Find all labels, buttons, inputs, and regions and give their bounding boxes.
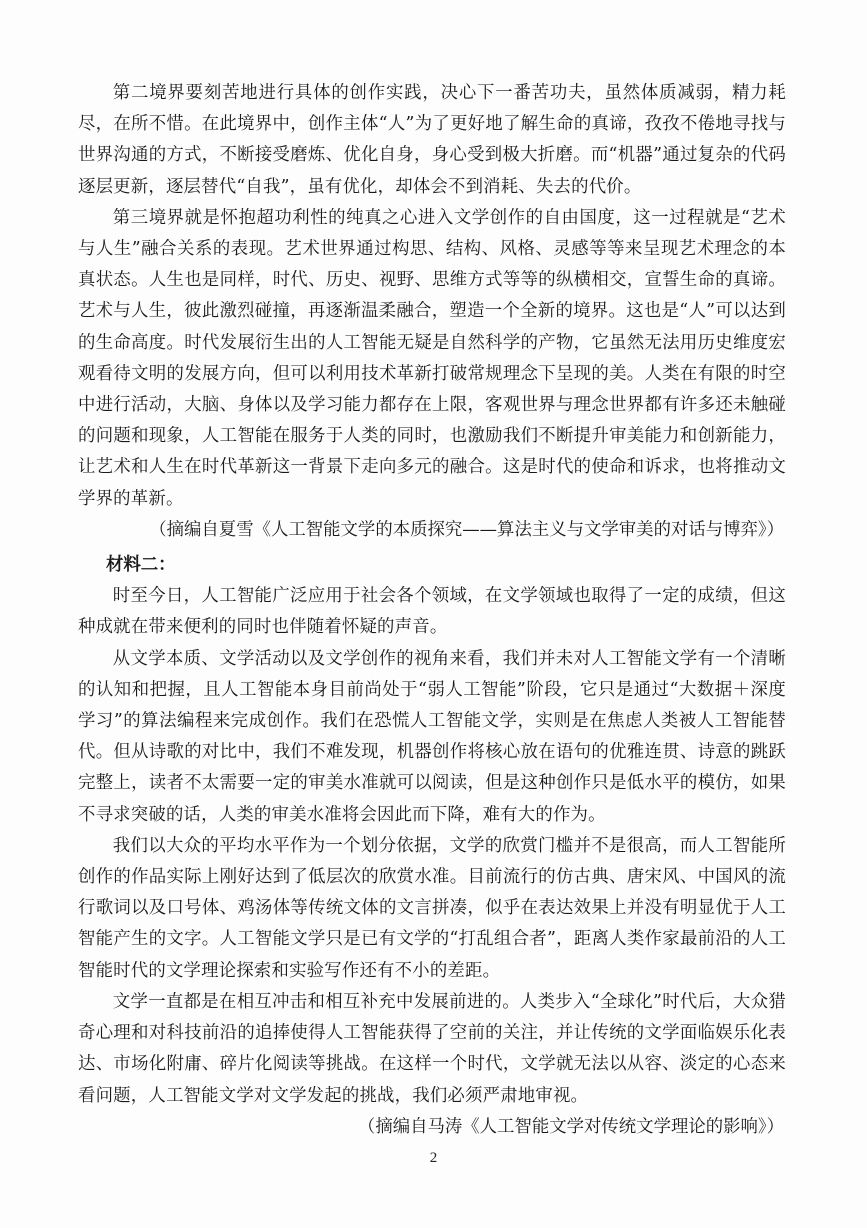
paragraph: 我们以大众的平均水平作为一个划分依据，文学的欣赏门槛并不是很高，而人工智能所创作的作品实际上刚好达到了低层次的欣赏水准。目前流行的仿古典、唐宋风、中国风的流行歌词以及口号体、鸡汤体等传统文体的文言拼凑，似乎在表达效果上并没有明显优于人工智能产生的文字。人工智能文学只是已有文学的“打乱组合者”，距离人类作家最前沿的人工智能时代的文学理论探索和实验写作还有不小的差距。 [78,835,786,981]
section-heading: 材料二： [106,555,176,576]
paragraph: 第二境界要刻苦地进行具体的创作实践，决心下一番苦功夫，虽然体质减弱，精力耗尽，在所不惜。在此境界中，创作主体“人”为了更好地了解生命的真谛，孜孜不倦地寻找与世界沟通的方式，不断接受磨炼、优化自身，身心受到极大折磨。而“机器”通过复杂的代码逐层更新，逐层替代“自我”，虽有优化，却体会不到消耗、失去的代价。 [78,83,786,197]
page-content [78,78,786,1143]
paragraph: 第三境界就是怀抱超功利性的纯真之心进入文学创作的自由国度，这一过程就是“艺术与人生”融合关系的表现。艺术世界通过构思、结构、风格、灵感等等来呈现艺术理念的本真状态。人生也是同样，时代、历史、视野、思维方式等等的纵横相交，宣誓生命的真谛。艺术与人生，彼此激烈碰撞，再逐渐温柔融合，塑造一个全新的境界。这也是“人”可以达到的生命高度。时代发展衍生出的人工智能无疑是自然科学的产物，它虽然无法用历史维度宏观看待文明的发展方向，但可以利用技术革新打破常规理念下呈现的美。人类在有限的时空中进行活动，大脑、身体以及学习能力都存在上限，客观世界与理念世界都有许多还未触碰的问题和现象，人工智能在服务于人类的同时，也激励我们不断提升审美能力和创新能力，让艺术和人生在时代革新这一背景下走向多元的融合。这是时代的使命和诉求，也将推动文学界的革新。 [78,207,786,509]
source-citation: （摘编自马涛《人工智能文学对传统文学理论的影响》） [357,1116,784,1137]
paragraph: 文学一直都是在相互冲击和相互补充中发展前进的。人类步入“全球化”时代后，大众猎奇心理和对科技前沿的追捧使得人工智能获得了空前的关注，并让传统的文学面临娱乐化表达、市场化附庸、碎片化阅读等挑战。在这样一个时代，文学就无法以从容、淡定的心态来看问题，人工智能文学对文学发起的挑战，我们必须严肃地审视。 [78,991,786,1106]
paragraph: 时至今日，人工智能广泛应用于社会各个领域，在文学领域也取得了一定的成绩，但这种成就在带来便利的同时也伴随着怀疑的声音。 [78,586,786,638]
page-number: 2 [429,1150,438,1166]
paragraph: 从文学本质、文学活动以及文学创作的视角来看，我们并未对人工智能文学有一个清晰的认知和把握，且人工智能本身目前尚处于“弱人工智能”阶段，它只是通过“大数据＋深度学习”的算法编程来完成创作。我们在恐慌人工智能文学，实则是在焦虑人类被人工智能替代。但从诗歌的对比中，我们不难发现，机器创作将核心放在语句的优雅连贯、诗意的跳跃完整上，读者不太需要一定的审美水准就可以阅读，但是这种创作只是低水平的模仿，如果不寻求突破的话，人类的审美水准将会因此而下降，难有大的作为。 [78,648,786,825]
source-citation: （摘编自夏雪《人工智能文学的本质探究——算法主义与文学审美的对话与博弈》） [149,519,784,540]
